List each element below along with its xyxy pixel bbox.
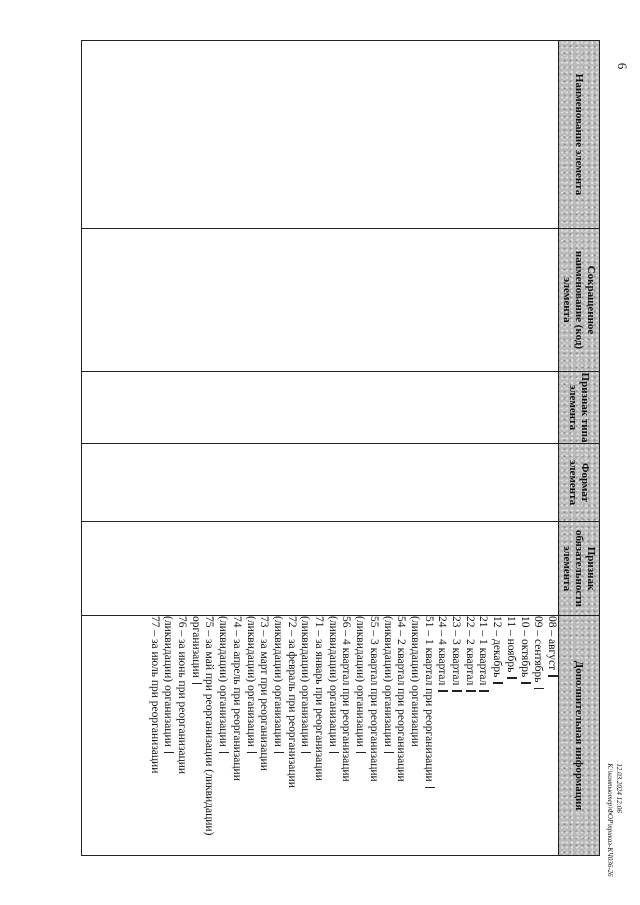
- info-line: 21 – 1 квартал: [476, 616, 490, 855]
- info-line: 55 – 3 квартал при реорганизации: [367, 616, 380, 782]
- table-bar-mark: [274, 752, 284, 754]
- info-line: (ликвидации) организации: [270, 616, 284, 855]
- info-line: 09 – сентябрь: [531, 616, 545, 855]
- cell-mandatory-flag: [82, 522, 559, 616]
- table-bar-mark: [452, 690, 462, 692]
- info-line: 71 – за январь при реорганизации: [313, 616, 326, 781]
- info-line: 54 – 2 квартал при реорганизации: [395, 616, 408, 782]
- cell-element-type: [82, 372, 559, 444]
- info-line: 51 – 1 квартал при реорганизации: [421, 616, 435, 855]
- info-line: 72 – за февраль при реорганизации: [285, 616, 298, 788]
- info-line: (ликвидации) организации: [380, 616, 394, 855]
- info-line: 76 – за июнь при реорганизации: [176, 616, 189, 775]
- info-line: (ликвидации) организации: [352, 616, 366, 855]
- table-bar-mark: [356, 752, 366, 754]
- table-row: [82, 41, 559, 856]
- table-header-row: [559, 41, 600, 856]
- table-bar-mark: [479, 690, 489, 692]
- table-bar-mark: [493, 682, 503, 684]
- info-line: 23 – 3 квартал: [448, 616, 462, 855]
- info-line: 22 – 2 квартал: [462, 616, 476, 855]
- table-bar-mark: [301, 752, 311, 754]
- header-additional-info: Дополнительная информация: [559, 616, 600, 856]
- table-bar-mark: [548, 675, 558, 677]
- table-bar-mark: [384, 752, 394, 754]
- info-line: (ликвидации) организации: [215, 616, 229, 855]
- cell-element-format: [82, 444, 559, 522]
- cell-short-name: [82, 229, 559, 372]
- header-element-name: Наименование элемента: [559, 41, 600, 229]
- header-element-format: Формат элемента: [559, 444, 600, 522]
- info-line: 08 – август: [544, 616, 558, 855]
- document-footer: [605, 763, 623, 876]
- table-bar-mark: [192, 683, 202, 685]
- cell-element-name: [82, 41, 559, 229]
- header-element-type: Признак типа элемента: [559, 372, 600, 444]
- info-line: (ликвидации) организации: [325, 616, 339, 855]
- header-mandatory-flag: Признак обязательности элемента: [559, 522, 600, 616]
- page-number: 6: [615, 62, 630, 70]
- table-bar-mark: [438, 690, 448, 692]
- info-line: 77 – за июль при реорганизации: [148, 616, 161, 774]
- info-line: 56 – 4 квартал при реорганизации: [340, 616, 353, 782]
- info-line: 75 – за май при реорганизации (ликвидации): [203, 616, 216, 836]
- element-spec-table: [81, 40, 600, 856]
- table-bar-mark: [425, 787, 435, 789]
- table-bar-mark: [466, 690, 476, 692]
- info-line: (ликвидации) организации: [161, 616, 175, 855]
- info-line: 12 – декабрь: [489, 616, 503, 855]
- table-bar-mark: [534, 688, 544, 690]
- cell-additional-info: [82, 616, 559, 856]
- info-line: (ликвидации) организации: [298, 616, 312, 855]
- info-line: (ликвидации) организации: [243, 616, 257, 855]
- footer-timestamp: 12.03.2024 12:06: [615, 763, 623, 813]
- info-line: 11 – ноябрь: [503, 616, 517, 855]
- info-line: 10 – октябрь: [517, 616, 531, 855]
- table-bar-mark: [219, 752, 229, 754]
- info-line: 73 – за март при реорганизации: [258, 616, 271, 771]
- table-bar-mark: [507, 677, 517, 679]
- rotated-table-container: [82, 40, 600, 855]
- table-bar-mark: [164, 752, 174, 754]
- header-short-name: Сокращенное наименование (код) элемента: [559, 229, 600, 372]
- info-line: 24 – 4 квартал: [435, 616, 449, 855]
- info-line: организации: [188, 616, 202, 855]
- info-line: (ликвидации) организации: [408, 616, 421, 747]
- table-bar-mark: [247, 752, 257, 754]
- footer-file-path: К:\компьютер\ФОР\приказ-КЧ036-26: [606, 763, 614, 877]
- table-bar-mark: [521, 682, 531, 684]
- table-bar-mark: [329, 752, 339, 754]
- info-line: 74 – за апрель при реорганизации: [230, 616, 243, 781]
